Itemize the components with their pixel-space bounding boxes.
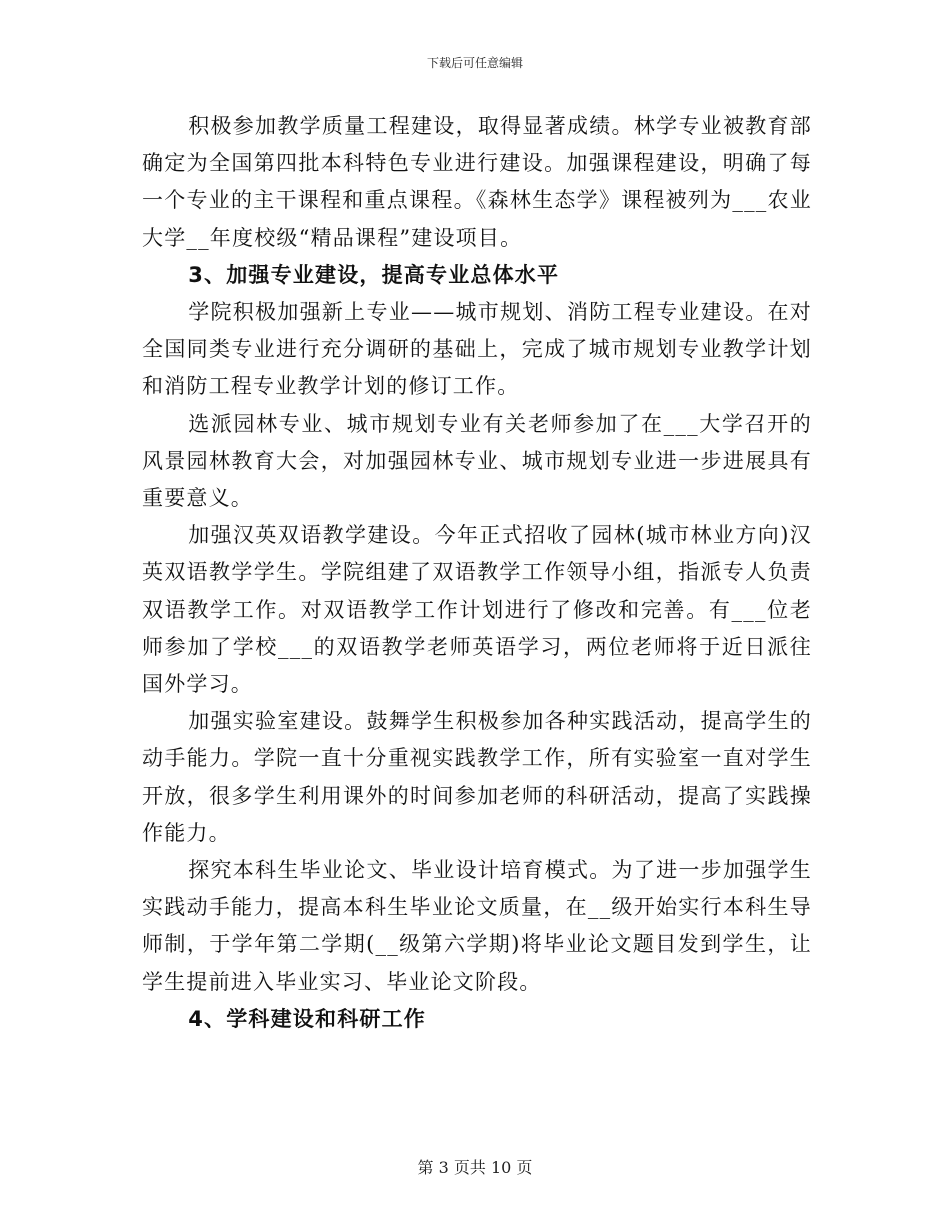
paragraph-thesis-model: 探究本科生毕业论文、毕业设计培育模式。为了进一步加强学生实践动手能力，提高本科生毕业论文质量，在__级开始实行本科生导师制，于学年第二学期(__级第六学期)将毕业论文题目发到学生，让学生提前进入毕业实习、毕业论文阶段。 (142, 858, 812, 994)
paragraph-new-majors: 学院积极加强新上专业——城市规划、消防工程专业建设。在对全国同类专业进行充分调研的基础上，完成了城市规划专业教学计划和消防工程专业教学计划的修订工作。 (142, 300, 812, 399)
paragraph-bilingual-teaching: 加强汉英双语教学建设。今年正式招收了园林(城市林业方向)汉英双语教学学生。学院组建了双语教学工作领导小组，指派专人负责双语教学工作。对双语教学工作计划进行了修改和完善。有___位老师参加了学校___的双语教学老师英语学习，两位老师将于近日派往国外学习。 (142, 523, 812, 697)
header-note: 下载后可任意编辑 (426, 56, 523, 70)
section-heading-3: 3、加强专业建设，提高专业总体水平 (188, 262, 560, 287)
paragraph-landscape-conference: 选派园林专业、城市规划专业有关老师参加了在___大学召开的风景园林教育大会，对加强园林专业、城市规划专业进一步进展具有重要意义。 (142, 411, 812, 511)
section-heading-4: 4、学科建设和科研工作 (188, 1006, 426, 1031)
paragraph-laboratory: 加强实验室建设。鼓舞学生积极参加各种实践活动，提高学生的动手能力。学院一直十分重视实践教学工作，所有实验室一直对学生开放，很多学生利用课外的时间参加老师的科研活动，提高了实践操作能力。 (142, 709, 812, 845)
page-footer: 第 3 页共 10 页 (417, 1158, 533, 1177)
document-body (142, 108, 812, 1038)
paragraph-quality-engineering: 积极参加教学质量工程建设，取得显著成绩。林学专业被教育部确定为全国第四批本科特色专业进行建设。加强课程建设，明确了每一个专业的主干课程和重点课程。《森林生态学》课程被列为___农业大学__年度校级“精品课程”建设项目。 (142, 114, 812, 250)
